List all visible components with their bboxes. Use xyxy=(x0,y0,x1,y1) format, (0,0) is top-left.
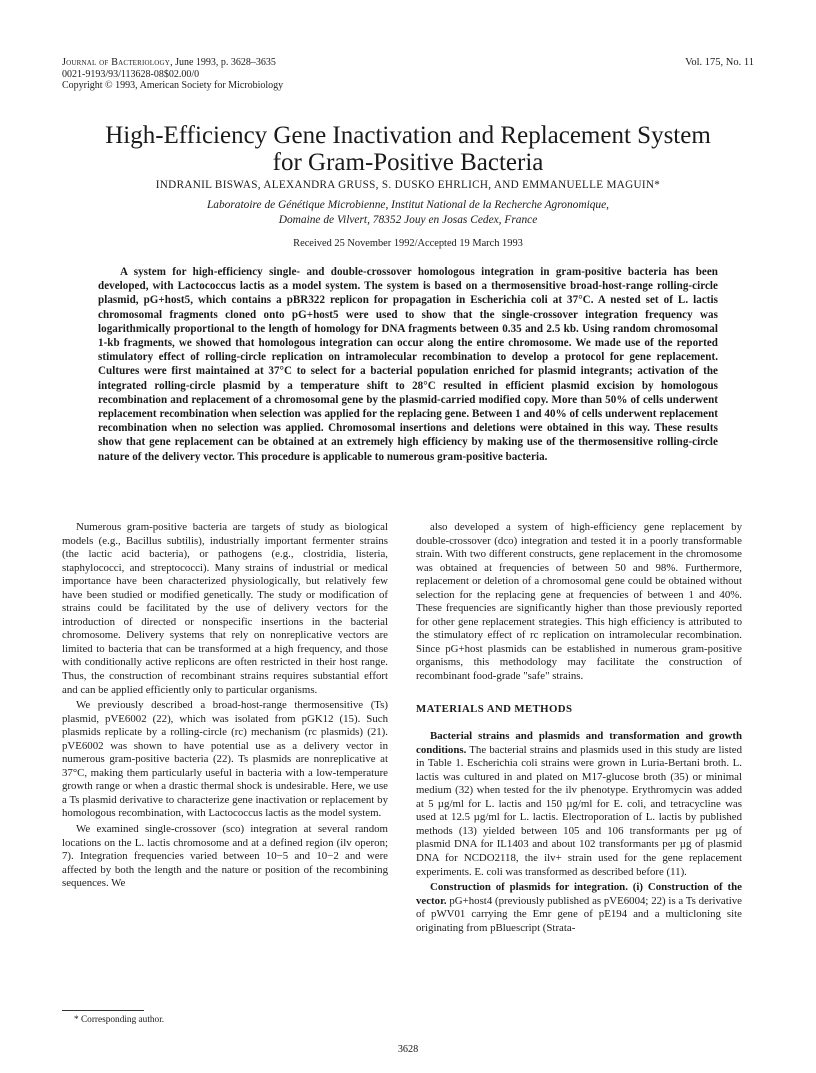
abstract: A system for high-efficiency single- and double-crossover homologous integration in gram-positive bacteria has been developed, with Lactococcus lactis as a model system. The system is based on a thermosensitive broad-host-range rolling-circle plasmid, pG+host5, which contains a pBR322 replicon for propagation in Escherichia coli at 37°C. A nested set of L. lactis chromosomal fragments cloned onto pG+host5 were used to show that the single-crossover integration frequency was logarithmically proportional to the length of homology for DNA fragments between 0.35 and 2.5 kb. Using random chromosomal 1-kb fragments, we showed that homologous integration can occur along the entire chromosome. We made use of the reported stimulatory effect of rolling-circle replication on intramolecular recombination to develop a protocol for gene replacement. Cultures were first maintained at 37°C to select for a bacterial population enriched for plasmid integrants; activation of the integrated rolling-circle plasmid by a temperature shift to 28°C resulted in efficient plasmid excision by homologous recombination and replacement of a chromosomal gene by the plasmid-carried modified copy. More than 50% of cells underwent replacement recombination when selection was applied for the replacing gene. Between 1 and 40% of cells underwent replacement recombination when no selection was applied. Chromosomal insertions and deletions were obtained in this way. These results show that gene replacement can be obtained at an extremely high efficiency by making use of the thermosensitive rolling-circle nature of the delivery vector. This procedure is applicable to numerous gram-positive bacteria. xyxy=(98,266,718,463)
methods-text: The bacterial strains and plasmids used in this study are listed in Table 1. Escherichia coli strains were grown in Luria-Bertani broth. L. lactis was cultured in and plated on M17-glucose broth (35) or minimal medium (32) when tested for the ilv phenotype. Erythromycin was added at 5 µg/ml for L. lactis and 150 µg/ml for E. coli, and tetracycline was used at 12.5 µg/ml for L. lactis. Electroporation of L. lactis by published methods (13) yielded between 105 and 106 transformants per µg of plasmid DNA for IL1403 and about 102 transformants per µg of plasmid DNA for NCDO2118, the ilv+ strain used for the gene replacement experiments. E. coli was transformed as described before (11). xyxy=(416,743,742,878)
page-number: 3628 xyxy=(397,1044,419,1055)
journal-citation xyxy=(62,57,283,69)
methods-paragraph-2 xyxy=(416,881,742,935)
copyright-line: Copyright © 1993, American Society for Microbiology xyxy=(62,80,284,91)
runin-heading: Construction of plasmids for integration. (i) Construction of the vector. xyxy=(416,881,742,907)
journal-name: Journal of Bacteriology xyxy=(62,57,171,68)
title-line-2: for Gram-Positive Bacteria xyxy=(272,149,544,176)
received-dates: Received 25 November 1992/Accepted 19 March 1993 xyxy=(293,238,523,249)
issue-pages: , June 1993, p. 3628–3635 xyxy=(170,57,276,68)
footnote-rule xyxy=(62,1010,144,1011)
intro-paragraph-3: We examined single-crossover (sco) integration at several random locations on the L. lactis chromosome and at a defined region (ilv operon; 7). Integration frequencies varied between 10−5 and 10−2 and were affected by both the length and the nature or position of the recombining sequences. We xyxy=(62,823,388,890)
intro-paragraph-4: also developed a system of high-efficiency gene replacement by double-crossover (dco) integration and tested it in a poorly transformable strain. With two different constructs, gene replacement in the chromosome was obtained at frequencies of between 50 and 98%. Furthermore, replacement or deletion of a chromosomal gene could be obtained without selection for the replacing gene at frequencies of between 1 and 40%. These frequencies are significantly higher than those previously reported for other gene replacement strategies. This high efficiency is attributed to the stimulatory effect of rc replication on intramolecular recombination. Since pG+host plasmids can be established in numerous gram-positive organisms, this methodology may facilitate the construction of recombinant food-grade "safe" strains. xyxy=(416,521,742,683)
affiliation xyxy=(40,198,776,228)
title-line-1: High-Efficiency Gene Inactivation and Replacement System xyxy=(105,122,711,149)
journal-header xyxy=(62,57,283,92)
left-column xyxy=(62,521,388,893)
methods-text: pG+host4 (previously published as pVE6004; 22) is a Ts derivative of pWV01 carrying the Emr gene of pE194 and a multicloning site originating from pBluescript (Strata- xyxy=(416,894,742,934)
runin-heading: Bacterial strains and plasmids and transformation and growth conditions. xyxy=(416,730,742,756)
author-list: INDRANIL BISWAS, ALEXANDRA GRUSS, S. DUSKO EHRLICH, AND EMMANUELLE MAGUIN* xyxy=(155,179,661,191)
intro-paragraph-1: Numerous gram-positive bacteria are targets of study as biological models (e.g., Bacillus subtilis), industrially important fermenter strains (the lactic acid bacteria), or pathogens (e.g., clostridia, listeria, staphylococci, and streptococci). Many strains of industrial or medical importance have been characterized physiologically, but relatively few have been studied or modified genetically. The study or modification of strains could be facilitated by the use of delivery vectors for the introduction of directed or nonspecific insertions in the bacterial chromosome. Delivery systems that rely on nonreplicative vectors are limited to bacteria that can be transformed at a high frequency, and those with conditionally active replicons are often restricted in their host range. Thus, the construction of recombinant strains requires substantial effort and can be applied efficiently only to particular organisms. xyxy=(62,521,388,696)
affiliation-line-2: Domaine de Vilvert, 78352 Jouy en Josas Cedex, France xyxy=(278,214,538,226)
right-column xyxy=(416,521,742,937)
volume-number: Vol. 175, No. 11 xyxy=(685,57,754,68)
article-title xyxy=(40,122,776,176)
section-heading: MATERIALS AND METHODS xyxy=(416,702,573,715)
article-code: 0021-9193/93/113628-08$02.00/0 xyxy=(62,68,200,80)
footnote: * Corresponding author. xyxy=(74,1015,165,1025)
methods-paragraph-1 xyxy=(416,730,742,879)
intro-paragraph-2: We previously described a broad-host-range thermosensitive (Ts) plasmid, pVE6002 (22), which was isolated from pGK12 (15). Such plasmids replicate by a rolling-circle (rc) mechanism (rc plasmids) (21). pVE6002 was shown to have potential use as a delivery vector in numerous gram-positive bacteria (22). Ts plasmids are nonreplicative at 37°C, making them particularly useful in bacteria with a low-temperature growth range or when a drastic thermal shock is undesirable. Here, we use a Ts plasmid derivative to characterize gene inactivation or replacement by homologous recombination, with Lactococcus lactis as the model system. xyxy=(62,699,388,820)
affiliation-line-1: Laboratoire de Génétique Microbienne, Institut National de la Recherche Agronomique, xyxy=(206,199,610,211)
